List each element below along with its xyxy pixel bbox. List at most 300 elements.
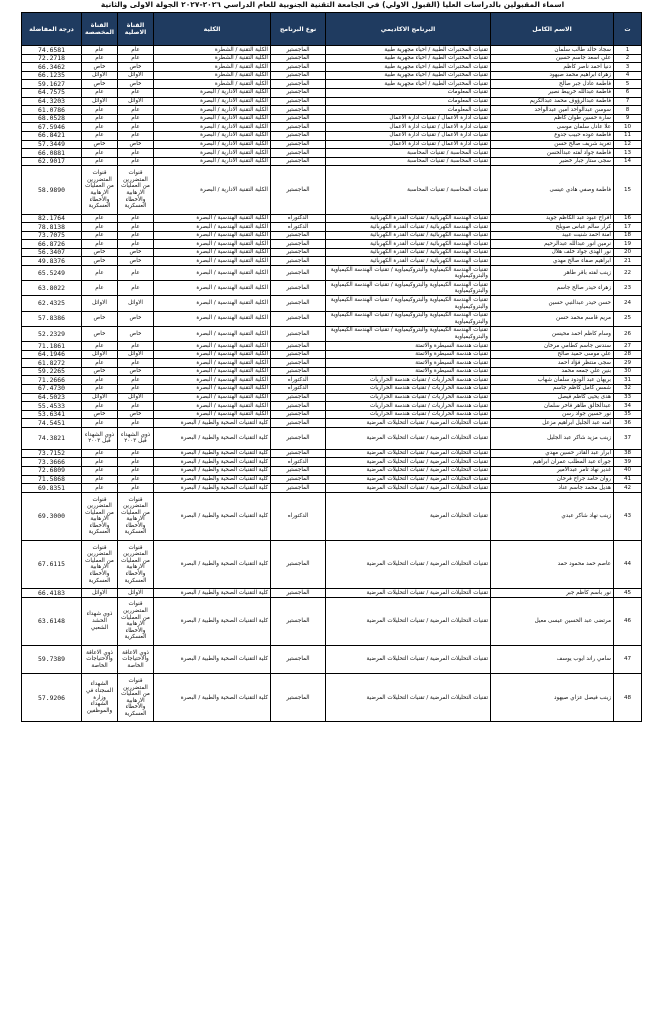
row-program-type: الماجستير <box>271 123 326 132</box>
table-row <box>22 449 642 458</box>
row-index: 3 <box>614 63 642 72</box>
row-name: فاطمة وصفي هادي عيسى <box>491 166 614 214</box>
row-college: كلية التقنيات الصحية والطبية / البصرة <box>154 589 271 598</box>
row-score: 61.0786 <box>22 106 82 115</box>
row-college: كلية التقنيات الصحية والطبية / البصرة <box>154 466 271 475</box>
row-program-type: الماجستير <box>271 597 326 645</box>
row-score: 66.8421 <box>22 131 82 140</box>
row-name: علي موسى حميد صالح <box>491 350 614 359</box>
row-name: غدير نهاد تامر عبدالامير <box>491 466 614 475</box>
row-name: نور حسين جواد رسن <box>491 410 614 419</box>
row-college: الكلية التقنية الهندسية / البصرة <box>154 248 271 257</box>
header-program-type: نوع البرنامج <box>271 13 326 46</box>
row-college: الكلية التقنية الادارية / البصرة <box>154 106 271 115</box>
row-program: تقنيات التحليلات المرضية <box>326 492 491 540</box>
header-original-channel: القناة الاصلية <box>118 13 154 46</box>
row-program: تقنيات المحاسبة / تقنيات المحاسبة <box>326 149 491 158</box>
row-score: 57.8386 <box>22 311 82 326</box>
row-original-channel: عام <box>118 54 154 63</box>
row-index: 37 <box>614 427 642 449</box>
row-program: تقنيات المختبرات الطبية / احياء مجهرية طبية <box>326 63 491 72</box>
table-row <box>22 466 642 475</box>
row-original-channel: ذوي الشهداء قبل ٢٠٠٣ <box>118 427 154 449</box>
table-row <box>22 350 642 359</box>
row-program-type: الماجستير <box>271 71 326 80</box>
row-program: تقنيات هندسة الحراريات / تقنيات هندسة الحراريات <box>326 376 491 385</box>
row-program: تقنيات التحليلات المرضية / تقنيات التحليلات المرضية <box>326 419 491 428</box>
row-program: تقنيات التحليلات المرضية / تقنيات التحليلات المرضية <box>326 475 491 484</box>
row-college: الكلية التقنية / الشطرة <box>154 80 271 89</box>
row-index: 38 <box>614 449 642 458</box>
row-program-type: الماجستير <box>271 231 326 240</box>
row-program-type: الماجستير <box>271 589 326 598</box>
row-allocated-channel: الاوائل <box>82 589 118 598</box>
row-name: فاطمة عوده حبيب جدوع <box>491 131 614 140</box>
row-program: تقنيات الهندسة الكيمياوية والبتروكيمياوية / تقنيات الهندسة الكيمياوية والبتروكيمياوية <box>326 296 491 311</box>
row-program: تقنيات المختبرات الطبية / احياء مجهرية طبية <box>326 80 491 89</box>
row-program-type: الماجستير <box>271 63 326 72</box>
row-program-type: الماجستير <box>271 342 326 351</box>
row-program-type: الماجستير <box>271 54 326 63</box>
row-program: تقنيات ادارة الاعمال / تقنيات ادارة الاعمال <box>326 131 491 140</box>
row-college: الكلية التقنية الهندسية / البصرة <box>154 223 271 232</box>
row-program-type: الماجستير <box>271 367 326 376</box>
row-college: كلية التقنيات الصحية والطبية / البصرة <box>154 492 271 540</box>
table-row <box>22 359 642 368</box>
row-college: الكلية التقنية الادارية / البصرة <box>154 140 271 149</box>
row-name: سجى ستار جبار خضير <box>491 157 614 166</box>
row-allocated-channel: عام <box>82 214 118 223</box>
row-original-channel: الاوائل <box>118 71 154 80</box>
row-name: شمس كامل كاظم جاسم <box>491 384 614 393</box>
row-index: 39 <box>614 458 642 467</box>
row-name: هدى يحيى كاظم فيصل <box>491 393 614 402</box>
row-name: فاطمة جواد لفته عبدالحسن <box>491 149 614 158</box>
row-original-channel: الاوائل <box>118 296 154 311</box>
table-row <box>22 597 642 645</box>
row-program-type: الماجستير <box>271 166 326 214</box>
row-index: 25 <box>614 311 642 326</box>
table-row <box>22 223 642 232</box>
row-program: تقنيات المعلومات <box>326 97 491 106</box>
row-name: امنة احمد شنيت عبيد <box>491 231 614 240</box>
row-name: دنيا احمد ناصر كاظم <box>491 63 614 72</box>
table-row <box>22 296 642 311</box>
row-name: تغريد شريف صالح حسن <box>491 140 614 149</box>
row-score: 62.4325 <box>22 296 82 311</box>
row-program-type: الماجستير <box>271 114 326 123</box>
row-program: تقنيات الهندسة الكهربائية / تقنيات القدرة الكهربائية <box>326 257 491 266</box>
row-index: 18 <box>614 231 642 240</box>
row-allocated-channel: عام <box>82 106 118 115</box>
row-score: 71.5868 <box>22 475 82 484</box>
row-index: 14 <box>614 157 642 166</box>
row-index: 33 <box>614 393 642 402</box>
row-score: 52.2329 <box>22 326 82 341</box>
row-original-channel: خاص <box>118 140 154 149</box>
row-index: 31 <box>614 376 642 385</box>
table-row <box>22 63 642 72</box>
row-allocated-channel: عام <box>82 419 118 428</box>
row-allocated-channel: عام <box>82 484 118 493</box>
row-name: زينب فيصل عزاي صيهود <box>491 674 614 722</box>
row-index: 32 <box>614 384 642 393</box>
row-original-channel: خاص <box>118 80 154 89</box>
table-row <box>22 157 642 166</box>
row-allocated-channel: عام <box>82 384 118 393</box>
row-program-type: الماجستير <box>271 359 326 368</box>
row-college: كلية التقنيات الصحية والطبية / البصرة <box>154 475 271 484</box>
row-program-type: الماجستير <box>271 350 326 359</box>
row-original-channel: عام <box>118 231 154 240</box>
row-original-channel: عام <box>118 123 154 132</box>
row-index: 6 <box>614 88 642 97</box>
row-program-type: الماجستير <box>271 540 326 588</box>
row-allocated-channel: خاص <box>82 248 118 257</box>
row-index: 16 <box>614 214 642 223</box>
row-program-type: الماجستير <box>271 449 326 458</box>
row-name: روان حامد جراح فرحان <box>491 475 614 484</box>
table-row <box>22 123 642 132</box>
row-index: 5 <box>614 80 642 89</box>
row-college: كلية التقنيات الصحية والطبية / البصرة <box>154 645 271 673</box>
row-index: 45 <box>614 589 642 598</box>
row-score: 63.6148 <box>22 597 82 645</box>
row-program: تقنيات التحليلات المرضية / تقنيات التحليلات المرضية <box>326 674 491 722</box>
row-name: زينب نهاد شاكر عبدي <box>491 492 614 540</box>
row-program-type: الماجستير <box>271 240 326 249</box>
row-program-type: الماجستير <box>271 296 326 311</box>
row-allocated-channel: عام <box>82 466 118 475</box>
row-score: 74.6581 <box>22 46 82 55</box>
row-index: 7 <box>614 97 642 106</box>
row-program: تقنيات الهندسة الكيمياوية والبتروكيمياوية / تقنيات الهندسة الكيمياوية والبتروكيمياوية <box>326 311 491 326</box>
row-allocated-channel: الشهداء السجناء في وزارة الشهداء والموظفين <box>82 674 118 722</box>
header-full-name: الاسم الكامل <box>491 13 614 46</box>
row-college: كلية التقنيات الصحية والطبية / البصرة <box>154 540 271 588</box>
row-score: 69.8351 <box>22 484 82 493</box>
row-name: علا عادل سلمان موسى <box>491 123 614 132</box>
row-program-type: الماجستير <box>271 46 326 55</box>
row-allocated-channel: خاص <box>82 80 118 89</box>
row-program-type: الماجستير <box>271 257 326 266</box>
row-name: زينب لفته باقر طاهر <box>491 266 614 281</box>
row-score: 65.5249 <box>22 266 82 281</box>
row-original-channel: خاص <box>118 63 154 72</box>
row-college: الكلية التقنية الهندسية / البصرة <box>154 240 271 249</box>
row-college: الكلية التقنية الهندسية / البصرة <box>154 342 271 351</box>
row-original-channel: قنوات المتضررين من العمليات الارهابية والأخطاء العسكرية <box>118 597 154 645</box>
row-college: كلية التقنيات الصحية والطبية / البصرة <box>154 449 271 458</box>
row-allocated-channel: خاص <box>82 367 118 376</box>
row-score: 56.3407 <box>22 248 82 257</box>
row-program-type: الدكتوراه <box>271 458 326 467</box>
row-name: كرار سالم عباس صويلح <box>491 223 614 232</box>
row-score: 64.7575 <box>22 88 82 97</box>
row-allocated-channel: عام <box>82 359 118 368</box>
row-index: 46 <box>614 597 642 645</box>
table-row <box>22 475 642 484</box>
row-original-channel: خاص <box>118 410 154 419</box>
row-score: 53.6341 <box>22 410 82 419</box>
row-original-channel: خاص <box>118 311 154 326</box>
row-allocated-channel: خاص <box>82 410 118 419</box>
row-allocated-channel: عام <box>82 54 118 63</box>
row-original-channel: خاص <box>118 248 154 257</box>
row-allocated-channel: عام <box>82 266 118 281</box>
row-college: الكلية التقنية / الشطرة <box>154 71 271 80</box>
row-index: 10 <box>614 123 642 132</box>
row-allocated-channel: عام <box>82 240 118 249</box>
row-program: تقنيات التحليلات المرضية / تقنيات التحليلات المرضية <box>326 589 491 598</box>
row-index: 23 <box>614 281 642 296</box>
table-row <box>22 149 642 158</box>
row-program: تقنيات هندسة السيطرة والاتمتة <box>326 350 491 359</box>
row-program-type: الماجستير <box>271 674 326 722</box>
row-allocated-channel: قنوات المتضررين من العمليات الارهابية والأخطاء العسكرية <box>82 166 118 214</box>
row-allocated-channel: عام <box>82 376 118 385</box>
row-name: بريهان عبد الودود سلمان شهاب <box>491 376 614 385</box>
row-program-type: الماجستير <box>271 266 326 281</box>
row-program: تقنيات التحليلات المرضية / تقنيات التحليلات المرضية <box>326 427 491 449</box>
row-allocated-channel: قنوات المتضررين من العمليات الارهابية والأخطاء العسكرية <box>82 492 118 540</box>
table-row <box>22 71 642 80</box>
row-score: 66.0881 <box>22 149 82 158</box>
row-name: عبدالخالق طاهر فاخر سلمان <box>491 402 614 411</box>
table-row <box>22 97 642 106</box>
table-row <box>22 240 642 249</box>
row-original-channel: قنوات المتضررين من العمليات الارهابية والأخطاء العسكرية <box>118 540 154 588</box>
row-index: 20 <box>614 248 642 257</box>
row-program-type: الماجستير <box>271 402 326 411</box>
table-row <box>22 131 642 140</box>
row-original-channel: الاوائل <box>118 97 154 106</box>
row-index: 36 <box>614 419 642 428</box>
row-program: تقنيات المختبرات الطبية / احياء مجهرية طبية <box>326 71 491 80</box>
row-allocated-channel: ذوي الاعاقة والاحتياجات الخاصة <box>82 645 118 673</box>
row-allocated-channel: عام <box>82 88 118 97</box>
row-college: الكلية التقنية الهندسية / البصرة <box>154 214 271 223</box>
row-original-channel: عام <box>118 359 154 368</box>
row-college: الكلية التقنية الهندسية / البصرة <box>154 359 271 368</box>
row-college: الكلية التقنية الهندسية / البصرة <box>154 326 271 341</box>
row-original-channel: عام <box>118 449 154 458</box>
row-name: جوراء عبد المطلب عمران ابراهيم <box>491 458 614 467</box>
row-index: 8 <box>614 106 642 115</box>
row-program-type: الماجستير <box>271 466 326 475</box>
row-score: 64.3203 <box>22 97 82 106</box>
row-allocated-channel: قنوات المتضررين من العمليات الارهابية والأخطاء العسكرية <box>82 540 118 588</box>
table-row <box>22 384 642 393</box>
row-name: فاطمة عبدالرؤوف محمد عبدالكريم <box>491 97 614 106</box>
row-score: 72.2718 <box>22 54 82 63</box>
row-program-type: الدكتوراه <box>271 223 326 232</box>
row-program: تقنيات الهندسة الكهربائية / تقنيات القدرة الكهربائية <box>326 223 491 232</box>
row-program: تقنيات الهندسة الكيمياوية والبتروكيمياوية / تقنيات الهندسة الكيمياوية والبتروكيمياوية <box>326 326 491 341</box>
row-college: الكلية التقنية الادارية / البصرة <box>154 157 271 166</box>
row-program: تقنيات هندسة السيطرة والاتمتة <box>326 367 491 376</box>
row-score: 78.8138 <box>22 223 82 232</box>
header-college: الكلية <box>154 13 271 46</box>
row-name: نور الهدى جواد خلف هلال <box>491 248 614 257</box>
row-original-channel: قنوات المتضررين من العمليات الارهابية والأخطاء العسكرية <box>118 674 154 722</box>
row-index: 43 <box>614 492 642 540</box>
row-name: فاطمة عبدالله خريبط نصير <box>491 88 614 97</box>
row-index: 13 <box>614 149 642 158</box>
row-index: 15 <box>614 166 642 214</box>
table-row <box>22 410 642 419</box>
row-program: تقنيات التحليلات المرضية / تقنيات التحليلات المرضية <box>326 449 491 458</box>
row-program: تقنيات هندسة السيطرة والاتمتة <box>326 342 491 351</box>
row-index: 11 <box>614 131 642 140</box>
row-allocated-channel: عام <box>82 149 118 158</box>
row-allocated-channel: عام <box>82 402 118 411</box>
row-college: الكلية التقنية الادارية / البصرة <box>154 97 271 106</box>
row-college: الكلية التقنية الادارية / البصرة <box>154 166 271 214</box>
row-program-type: الماجستير <box>271 419 326 428</box>
table-row <box>22 88 642 97</box>
row-index: 27 <box>614 342 642 351</box>
row-program-type: الماجستير <box>271 645 326 673</box>
row-original-channel: عام <box>118 281 154 296</box>
row-original-channel: عام <box>118 402 154 411</box>
row-college: الكلية التقنية الهندسية / البصرة <box>154 376 271 385</box>
table-row <box>22 214 642 223</box>
row-name: فاطمة عادل جبر صالح <box>491 80 614 89</box>
row-program-type: الماجستير <box>271 140 326 149</box>
row-allocated-channel: خاص <box>82 311 118 326</box>
row-college: الكلية التقنية الهندسية / البصرة <box>154 231 271 240</box>
row-score: 59.1627 <box>22 80 82 89</box>
row-score: 67.6115 <box>22 540 82 588</box>
row-college: كلية التقنيات الصحية والطبية / البصرة <box>154 597 271 645</box>
row-program-type: الدكتوراه <box>271 214 326 223</box>
row-original-channel: خاص <box>118 326 154 341</box>
row-name: زهراء ابراهيم محمد صيهود <box>491 71 614 80</box>
table-row <box>22 427 642 449</box>
header-score: درجة المفاضلة <box>22 13 82 46</box>
table-row <box>22 393 642 402</box>
row-score: 67.5946 <box>22 123 82 132</box>
row-name: حسن حيدر عبدالنبي حسين <box>491 296 614 311</box>
table-row <box>22 248 642 257</box>
row-allocated-channel: ذوي شهداء الحشد الشعبي <box>82 597 118 645</box>
row-program: تقنيات الهندسة الكيمياوية والبتروكيمياوية / تقنيات الهندسة الكيمياوية والبتروكيمياوية <box>326 266 491 281</box>
row-score: 57.3449 <box>22 140 82 149</box>
row-college: الكلية التقنية الهندسية / البصرة <box>154 410 271 419</box>
row-allocated-channel: خاص <box>82 140 118 149</box>
table-row <box>22 376 642 385</box>
row-original-channel: عام <box>118 46 154 55</box>
row-college: الكلية التقنية الهندسية / البصرة <box>154 402 271 411</box>
row-name: علي اسعد جاسم حسين <box>491 54 614 63</box>
row-program: تقنيات الهندسة الكهربائية / تقنيات القدرة الكهربائية <box>326 214 491 223</box>
row-program: تقنيات التحليلات المرضية / تقنيات التحليلات المرضية <box>326 597 491 645</box>
row-college: الكلية التقنية / الشطرة <box>154 46 271 55</box>
row-score: 57.9206 <box>22 674 82 722</box>
row-original-channel: عام <box>118 157 154 166</box>
row-score: 71.1861 <box>22 342 82 351</box>
row-score: 61.8272 <box>22 359 82 368</box>
row-college: الكلية التقنية / الشطرة <box>154 63 271 72</box>
row-program: تقنيات الهندسة الكهربائية / تقنيات القدرة الكهربائية <box>326 231 491 240</box>
row-original-channel: عام <box>118 88 154 97</box>
header-allocated-channel: القناة المخصصة <box>82 13 118 46</box>
row-index: 19 <box>614 240 642 249</box>
row-allocated-channel: خاص <box>82 257 118 266</box>
row-college: الكلية التقنية الهندسية / البصرة <box>154 296 271 311</box>
table-row <box>22 46 642 55</box>
row-college: الكلية التقنية الهندسية / البصرة <box>154 393 271 402</box>
row-name: زينب مزيد شاكر عبد الجليل <box>491 427 614 449</box>
table-body <box>22 46 642 722</box>
row-allocated-channel: عام <box>82 157 118 166</box>
row-allocated-channel: خاص <box>82 63 118 72</box>
row-program: تقنيات التحليلات المرضية / تقنيات التحليلات المرضية <box>326 540 491 588</box>
row-program-type: الماجستير <box>271 97 326 106</box>
row-program: تقنيات هندسة الحراريات / تقنيات هندسة الحراريات <box>326 410 491 419</box>
row-index: 17 <box>614 223 642 232</box>
table-row <box>22 492 642 540</box>
table-row <box>22 484 642 493</box>
table-header-row <box>22 13 642 46</box>
row-score: 66.4183 <box>22 589 82 598</box>
admissions-table <box>21 12 642 722</box>
row-program-type: الدكتوراه <box>271 492 326 540</box>
row-program: تقنيات المحاسبة / تقنيات المحاسبة <box>326 166 491 214</box>
row-program-type: الماجستير <box>271 149 326 158</box>
row-college: كلية التقنيات الصحية والطبية / البصرة <box>154 674 271 722</box>
row-original-channel: عام <box>118 458 154 467</box>
table-row <box>22 402 642 411</box>
row-original-channel: عام <box>118 106 154 115</box>
row-program-type: الدكتوراه <box>271 384 326 393</box>
row-original-channel: خاص <box>118 367 154 376</box>
table-row <box>22 326 642 341</box>
row-college: الكلية التقنية الادارية / البصرة <box>154 123 271 132</box>
row-program-type: الماجستير <box>271 393 326 402</box>
row-name: سجاد خالد طالب سلمان <box>491 46 614 55</box>
row-index: 1 <box>614 46 642 55</box>
row-program-type: الماجستير <box>271 157 326 166</box>
row-score: 72.6809 <box>22 466 82 475</box>
row-allocated-channel: عام <box>82 131 118 140</box>
row-program: تقنيات الهندسة الكهربائية / تقنيات القدرة الكهربائية <box>326 248 491 257</box>
row-index: 41 <box>614 475 642 484</box>
row-original-channel: الاوائل <box>118 350 154 359</box>
row-score: 67.4730 <box>22 384 82 393</box>
table-row <box>22 419 642 428</box>
row-college: الكلية التقنية الادارية / البصرة <box>154 149 271 158</box>
row-score: 49.8376 <box>22 257 82 266</box>
row-college: كلية التقنيات الصحية والطبية / البصرة <box>154 419 271 428</box>
row-name: سوسن عبدالواحد امين عبدالواحد <box>491 106 614 115</box>
row-program-type: الماجستير <box>271 427 326 449</box>
row-original-channel: عام <box>118 214 154 223</box>
row-program: تقنيات هندسة الحراريات / تقنيات هندسة الحراريات <box>326 384 491 393</box>
row-original-channel: ذوي الاعاقة والاحتياجات الخاصة <box>118 645 154 673</box>
row-index: 35 <box>614 410 642 419</box>
row-allocated-channel: الاوائل <box>82 350 118 359</box>
table-row <box>22 266 642 281</box>
row-college: الكلية التقنية الادارية / البصرة <box>154 131 271 140</box>
row-college: الكلية التقنية الهندسية / البصرة <box>154 281 271 296</box>
row-index: 26 <box>614 326 642 341</box>
row-name: ابرار عبد القادر حسين مهدي <box>491 449 614 458</box>
row-index: 34 <box>614 402 642 411</box>
row-index: 29 <box>614 359 642 368</box>
row-original-channel: عام <box>118 376 154 385</box>
